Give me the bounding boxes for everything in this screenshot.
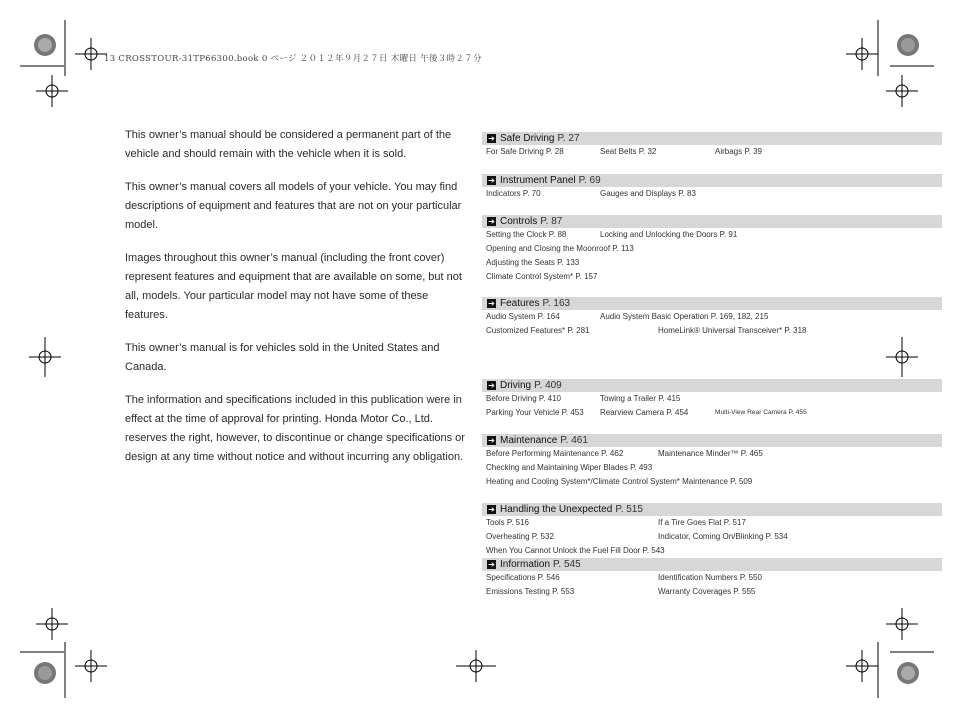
toc-heading-instrument-panel[interactable]: ➔ Instrument Panel P. 69: [482, 174, 942, 187]
arrow-right-icon: ➔: [488, 436, 495, 445]
arrow-right-icon: ➔: [488, 381, 495, 390]
toc-row: [482, 256, 942, 270]
intro-paragraph: This owner’s manual covers all models of your vehicle. You may find descriptions of equipment and features that are not on your particular model.: [125, 181, 462, 231]
toc-link[interactable]: Checking and Maintaining Wiper Blades P. 493: [486, 463, 653, 472]
toc-link[interactable]: For Safe Driving P. 28: [486, 147, 564, 156]
toc-row: [482, 475, 942, 489]
intro-paragraph: This owner’s manual is for vehicles sold in the United States and Canada.: [125, 342, 440, 373]
toc-row: [482, 187, 942, 201]
toc-row: [482, 447, 942, 461]
intro-paragraph: The information and specifications included in this publication were in effect at the time of approval for printing. Honda Motor Co., Ltd. reserves the right, however, to discontinue or change specifications or design at any time without notice and without incurring any obligation.: [125, 394, 465, 463]
toc-link[interactable]: Parking Your Vehicle P. 453: [486, 408, 584, 417]
toc-row: [482, 544, 942, 558]
toc-link[interactable]: Tools P. 516: [486, 518, 529, 527]
toc-section-handling-unexpected: [482, 503, 942, 558]
toc-row: [482, 270, 942, 284]
toc-row: [482, 392, 942, 406]
toc-heading-maintenance[interactable]: ➔ Maintenance P. 461: [482, 434, 942, 447]
toc-link[interactable]: Overheating P. 532: [486, 532, 554, 541]
toc-section-maintenance: [482, 434, 942, 489]
toc-link[interactable]: Locking and Unlocking the Doors P. 91: [600, 230, 738, 239]
toc-link[interactable]: Adjusting the Seats P. 133: [486, 258, 580, 267]
toc-heading-information[interactable]: ➔ Information P. 545: [482, 558, 942, 571]
toc-link[interactable]: Climate Control System* P. 157: [486, 272, 598, 281]
toc-heading-controls[interactable]: ➔ Controls P. 87: [482, 215, 942, 228]
toc-link[interactable]: Opening and Closing the Moonroof P. 113: [486, 244, 634, 253]
arrow-right-icon: ➔: [488, 299, 495, 308]
toc-section-driving: [482, 379, 942, 420]
toc-link[interactable]: Setting the Clock P. 88: [486, 230, 567, 239]
toc-link[interactable]: Seat Belts P. 32: [600, 147, 657, 156]
toc-section-information: [482, 558, 942, 599]
toc-row: [482, 516, 942, 530]
toc-link[interactable]: Audio System P. 164: [486, 312, 560, 321]
toc-heading-handling-unexpected[interactable]: ➔ Handling the Unexpected P. 515: [482, 503, 942, 516]
toc-row: [482, 242, 942, 256]
toc-link[interactable]: Audio System Basic Operation P. 169, 182, 215: [600, 312, 769, 321]
toc-row: [482, 461, 942, 475]
toc-link[interactable]: Indicators P. 70: [486, 189, 541, 198]
toc-link[interactable]: Before Performing Maintenance P. 462: [486, 449, 624, 458]
toc-row: [482, 228, 942, 242]
print-file-header: 13 CROSSTOUR-31TP66300.book 0 ページ ２０１２年９月２７日 木曜日 午後３時２７分: [104, 54, 482, 64]
toc-link[interactable]: Multi-View Rear Camera P. 455: [715, 409, 807, 416]
toc-link[interactable]: Warranty Coverages P. 555: [658, 587, 756, 596]
toc-link[interactable]: Rearview Camera P. 454: [600, 408, 689, 417]
toc-row: [482, 324, 942, 338]
toc-row: [482, 310, 942, 324]
arrow-right-icon: ➔: [488, 217, 495, 226]
toc-row: [482, 530, 942, 544]
toc-link[interactable]: Emissions Testing P. 553: [486, 587, 575, 596]
toc-section-features: [482, 297, 942, 338]
toc-link[interactable]: HomeLink® Universal Transceiver* P. 318: [658, 326, 807, 335]
arrow-right-icon: ➔: [488, 560, 495, 569]
toc-link[interactable]: Airbags P. 39: [715, 147, 762, 156]
toc-link[interactable]: Indicator, Coming On/Blinking P. 534: [658, 532, 788, 541]
toc-link[interactable]: Before Driving P. 410: [486, 394, 562, 403]
toc-link[interactable]: Maintenance Minder™ P. 465: [658, 449, 763, 458]
toc-link[interactable]: Specifications P. 546: [486, 573, 560, 582]
toc-link[interactable]: Customized Features* P. 281: [486, 326, 590, 335]
toc-link[interactable]: Heating and Cooling System*/Climate Control System* Maintenance P. 509: [486, 477, 753, 486]
arrow-right-icon: ➔: [488, 134, 495, 143]
toc-link[interactable]: Identification Numbers P. 550: [658, 573, 762, 582]
arrow-right-icon: ➔: [488, 176, 495, 185]
toc-section-controls: [482, 215, 942, 284]
toc-row: [482, 406, 942, 420]
toc-row: [482, 585, 942, 599]
toc-heading-safe-driving[interactable]: ➔ Safe Driving P. 27: [482, 132, 942, 145]
toc-heading-features[interactable]: ➔ Features P. 163: [482, 297, 942, 310]
toc-heading-driving[interactable]: ➔ Driving P. 409: [482, 379, 942, 392]
intro-text: [125, 126, 471, 481]
toc-link[interactable]: Towing a Trailer P. 415: [600, 394, 681, 403]
toc-link[interactable]: If a Tire Goes Flat P. 517: [658, 518, 746, 527]
arrow-right-icon: ➔: [488, 505, 495, 514]
toc-row: [482, 571, 942, 585]
toc-row: [482, 145, 942, 159]
toc-link[interactable]: When You Cannot Unlock the Fuel Fill Door P. 543: [486, 546, 665, 555]
intro-paragraph: Images throughout this owner’s manual (including the front cover) represent features and equipment that are available on some, but not all, models. Your particular model may not have some of these features.: [125, 252, 462, 321]
toc-section-instrument-panel: [482, 174, 942, 201]
toc-link[interactable]: Gauges and Displays P. 83: [600, 189, 696, 198]
toc-section-safe-driving: [482, 132, 942, 159]
intro-paragraph: This owner’s manual should be considered a permanent part of the vehicle and should remain with the vehicle when it is sold.: [125, 129, 452, 160]
